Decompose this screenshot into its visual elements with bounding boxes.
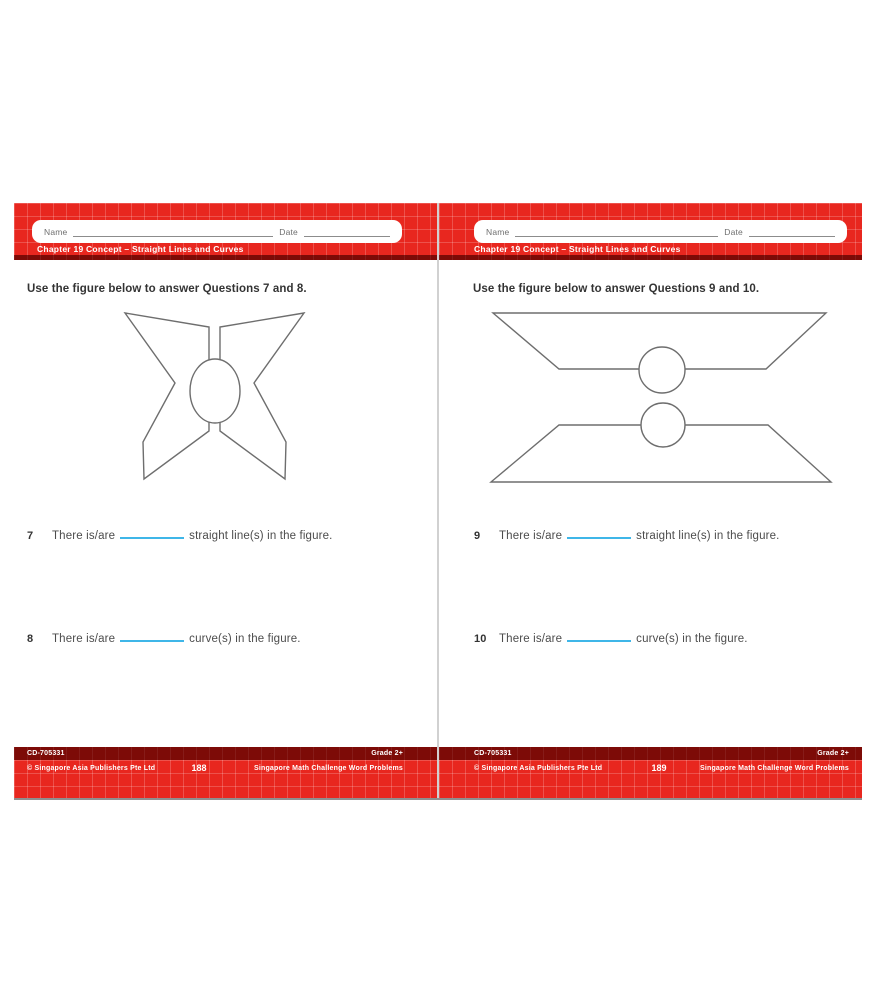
question-row — [474, 526, 780, 542]
question-lead-text: There is/are — [499, 530, 563, 542]
page-header — [14, 203, 437, 255]
instruction-text: Use the figure below to answer Questions 7 and 8. — [27, 283, 307, 295]
series-title: Singapore Math Challenge Word Problems — [699, 765, 849, 772]
trapezoid-circles-figure — [486, 308, 838, 490]
product-code: CD-705331 — [474, 750, 512, 757]
grade-label: Grade 2+ — [371, 750, 403, 757]
workbook-spread — [14, 203, 862, 800]
footer-info-bar — [14, 747, 437, 760]
question-number: 9 — [474, 530, 481, 542]
butterfly-figure — [118, 308, 328, 488]
date-label: Date — [279, 226, 298, 237]
page-number: 188 — [191, 763, 207, 773]
question-number: 10 — [474, 633, 487, 645]
product-code: CD-705331 — [27, 750, 65, 757]
name-date-box — [32, 220, 402, 243]
question-tail-text: curve(s) in the figure. — [189, 633, 301, 645]
answer-blank[interactable] — [120, 629, 184, 642]
page-right — [439, 203, 862, 798]
footer-info-bar — [439, 747, 862, 760]
header-divider — [14, 255, 437, 260]
answer-blank[interactable] — [567, 526, 631, 539]
chapter-title: Chapter 19 Concept – Straight Lines and Curves — [37, 244, 244, 254]
question-number: 8 — [27, 633, 34, 645]
answer-blank[interactable] — [120, 526, 184, 539]
name-date-box — [474, 220, 847, 243]
copyright-text: © Singapore Asia Publishers Pte Ltd — [27, 765, 156, 772]
header-divider — [439, 255, 862, 260]
answer-blank[interactable] — [567, 629, 631, 642]
date-input-line[interactable] — [749, 227, 835, 237]
question-lead-text: There is/are — [52, 530, 116, 542]
series-title: Singapore Math Challenge Word Problems — [253, 765, 403, 772]
date-input-line[interactable] — [304, 227, 390, 237]
copyright-text: © Singapore Asia Publishers Pte Ltd — [474, 765, 603, 772]
question-tail-text: curve(s) in the figure. — [636, 633, 748, 645]
name-input-line[interactable] — [515, 227, 718, 237]
page-header — [439, 203, 862, 255]
question-tail-text: straight line(s) in the figure. — [636, 530, 780, 542]
name-label: Name — [44, 226, 68, 237]
question-lead-text: There is/are — [499, 633, 563, 645]
date-label: Date — [724, 226, 743, 237]
question-row — [474, 629, 748, 645]
page-left — [14, 203, 437, 798]
footer-bar — [14, 760, 437, 798]
question-row — [27, 629, 301, 645]
question-lead-text: There is/are — [52, 633, 116, 645]
question-number: 7 — [27, 530, 34, 542]
grade-label: Grade 2+ — [817, 750, 849, 757]
footer-bar — [439, 760, 862, 798]
page-number: 189 — [651, 763, 667, 773]
chapter-title: Chapter 19 Concept – Straight Lines and Curves — [474, 244, 681, 254]
question-tail-text: straight line(s) in the figure. — [189, 530, 333, 542]
name-input-line[interactable] — [73, 227, 273, 237]
instruction-text: Use the figure below to answer Questions 9 and 10. — [473, 283, 760, 295]
question-row — [27, 526, 333, 542]
name-label: Name — [486, 226, 510, 237]
